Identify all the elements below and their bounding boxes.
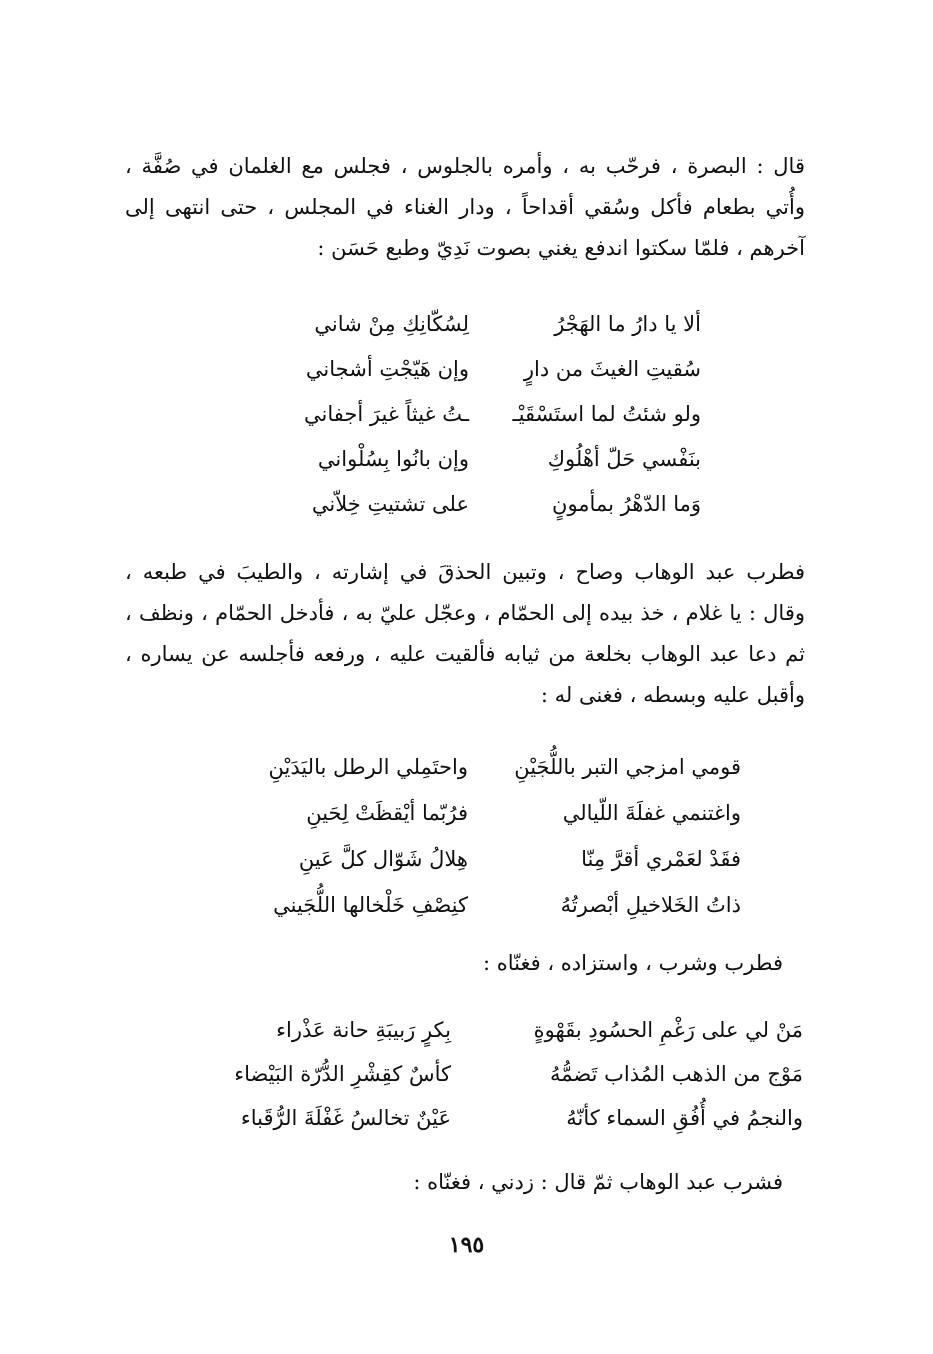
paragraph-4 [103, 1162, 783, 1203]
verse [234, 1008, 803, 1052]
paragraph-line: فطرب وشرب ، واستزاده ، فغنّاه : [483, 951, 783, 975]
verse-second-hemistich: وإن هَيّجْتِ أشجاني [305, 357, 469, 381]
paragraph-line: قال : البصرة ، فرحّب به ، وأمره بالجلوس ، فجلس مع الغلمان في صُفَّة ، [125, 154, 805, 178]
verse-second-hemistich: واحتَمِلي الرطل باليَدَيْنِ [268, 755, 468, 779]
verse-second-hemistich: على تشتيتِ خِلاّني [311, 492, 469, 516]
verse-second-hemistich: عَيْنٌ تخالسُ غَفْلَةَ الرُّقَباء [240, 1106, 451, 1130]
verse-first-hemistich: سُقيتِ الغيثَ من دارٍ [523, 357, 701, 381]
verse-second-hemistich: لِسُكّانِكِ مِنْ شاني [314, 312, 469, 336]
paragraph-line: وأقبل عليه وبسطه ، فغنى له : [540, 683, 805, 707]
verse-second-hemistich: كنِصْفِ خَلْخالها اللُّجَيني [273, 893, 468, 917]
verse-first-hemistich: وَما الدّهْرُ بمأمونٍ [552, 492, 701, 516]
poem-3 [234, 1008, 803, 1140]
verse-second-hemistich: بِكرٍ رَبيبَةِ حانة عَذْراء [276, 1018, 451, 1042]
verse-second-hemistich: هِلالُ شَوّال كلَّ عَينِ [298, 847, 468, 871]
paragraph-1 [125, 146, 805, 269]
verse-first-hemistich: والنجمُ في أُفُقِ السماء كأنّهُ [566, 1106, 803, 1130]
verse-second-hemistich: ـتُ غيثاً غيرَ أجفاني [304, 402, 469, 426]
paragraph-line: وأُتي بطعام فأكل وسُقي أقداحاً ، ودار الغناء في المجلس ، حتى انتهى إلى [125, 195, 805, 219]
paragraph-line: ثم دعا عبد الوهاب بخلعة من ثيابه فألقيت عليه ، ورفعه فأجلسه عن يساره ، [125, 642, 805, 666]
verse [268, 744, 741, 790]
verse-first-hemistich: مَنْ لي على رَغْمِ الحسُودِ بقَهْوةٍ [533, 1018, 803, 1042]
verse-first-hemistich: قومي امزجي التبر باللُّجَيْنِ [514, 755, 741, 779]
paragraph-line: فطرب عبد الوهاب وصاح ، وتبين الحذقَ في إشارته ، والطيبَ في طبعه ، [125, 560, 805, 584]
verse-first-hemistich: مَوْج من الذهب المُذاب تَضمُّهُ [550, 1062, 803, 1086]
verse [234, 1096, 803, 1140]
verse-first-hemistich: فقَدْ لعَمْري أقرَّ مِنّا [581, 847, 741, 871]
paragraph-line: فشرب عبد الوهاب ثمّ قال : زدني ، فغنّاه : [413, 1170, 783, 1194]
paragraph-2 [125, 552, 805, 716]
verse [268, 882, 741, 928]
verse-first-hemistich: ولو شئتُ لما استَسْقَيْـ [512, 402, 701, 426]
verse-second-hemistich: وإن بانُوا بِسُلْواني [317, 447, 469, 471]
verse-first-hemistich: بنَفْسي حَلّ أهْلُوكِ [547, 447, 701, 471]
verse [268, 790, 741, 836]
verse [304, 392, 701, 437]
poem-2 [268, 744, 741, 928]
verse [304, 482, 701, 527]
verse-second-hemistich: كأسٌ كقِشْرِ الدُّرّة البَيْضاء [234, 1062, 451, 1086]
verse [304, 437, 701, 482]
verse-first-hemistich: واغتنمي غفلَةَ اللّيالي [562, 801, 741, 825]
verse-second-hemistich: فرُبّما أيْقظَتْ لِحَينِ [306, 801, 468, 825]
poem-1 [304, 302, 701, 527]
paragraph-line: وقال : يا غلام ، خذ بيده إلى الحمّام ، وعجّل عليّ به ، فأدخل الحمّام ، ونظف ، [125, 601, 805, 625]
verse [304, 347, 701, 392]
paragraph-line: آخرهم ، فلمّا سكتوا اندفع يغني بصوت نَدِيّ وطبع حَسَن : [317, 236, 805, 260]
paragraph-3 [103, 943, 783, 984]
verse-first-hemistich: ألا يا دارُ ما الهَجْرُ [554, 312, 701, 336]
verse [268, 836, 741, 882]
verse [304, 302, 701, 347]
verse-first-hemistich: ذاتُ الخَلاخيلِ أبْصرتُهُ [560, 893, 741, 917]
verse [234, 1052, 803, 1096]
page-number: ١٩٥ [448, 1232, 485, 1258]
